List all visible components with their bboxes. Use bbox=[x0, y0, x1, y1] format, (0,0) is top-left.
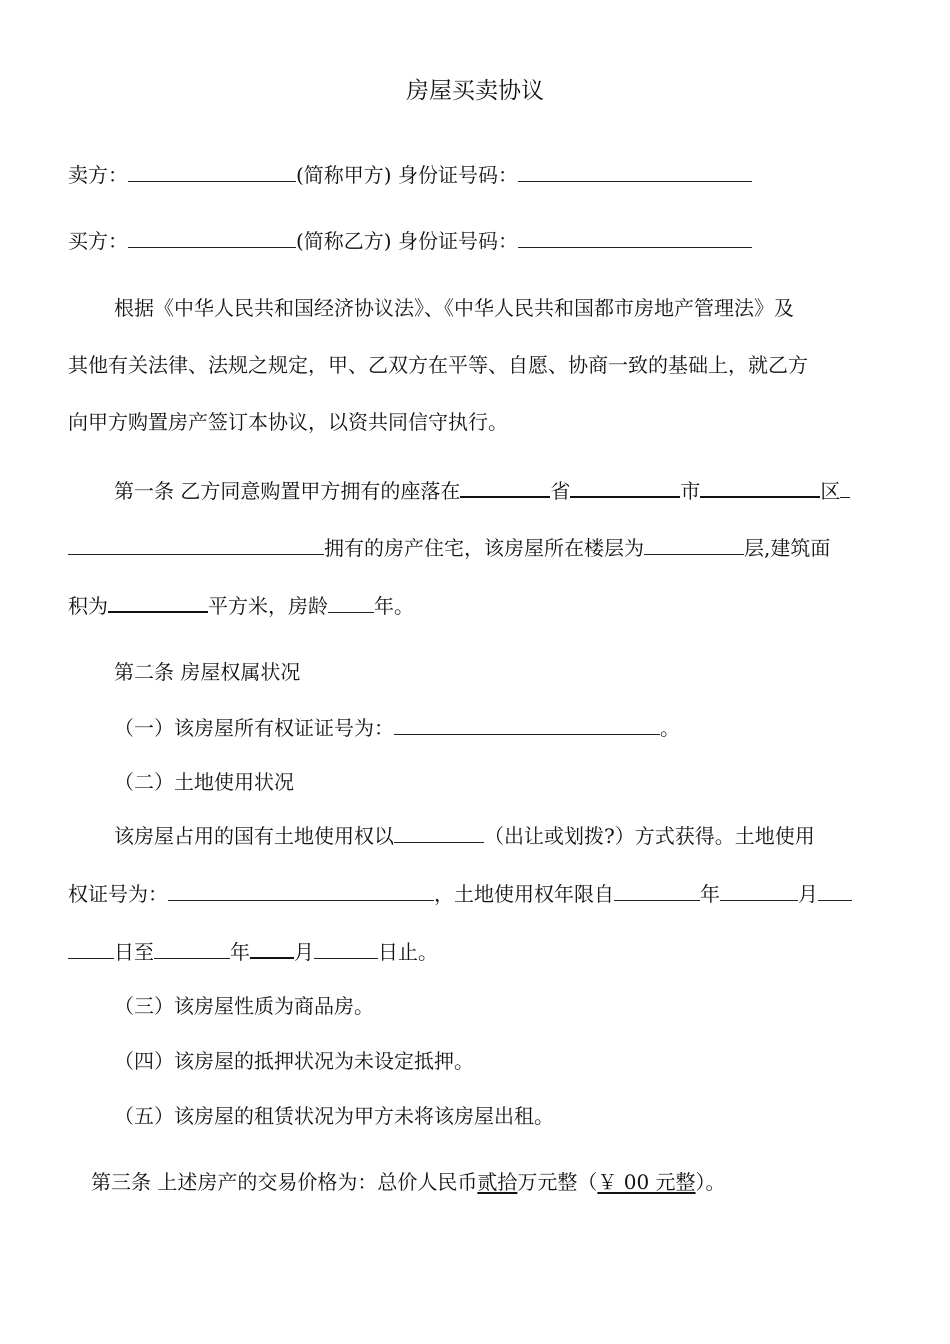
age-year: 年。 bbox=[374, 594, 414, 618]
address-blank bbox=[68, 538, 324, 555]
floor-text: 层,建筑面 bbox=[744, 536, 831, 560]
end-year-label: 年 bbox=[230, 940, 250, 964]
start-month-label: 月 bbox=[798, 882, 818, 906]
area-suffix: 平方米，房龄 bbox=[208, 594, 328, 618]
start-year-label: 年 bbox=[700, 882, 720, 906]
seller-label: 卖方： bbox=[68, 163, 128, 187]
price-unit: 万元整（ bbox=[517, 1170, 598, 1194]
floor-blank bbox=[644, 538, 744, 555]
article2-head: 第二条 房屋权属状况 bbox=[114, 660, 301, 684]
province-blank bbox=[460, 480, 550, 498]
land-line2-prefix: 权证号为： bbox=[68, 882, 168, 906]
article1-line-1 bbox=[114, 478, 850, 504]
day-end-label: 日止。 bbox=[378, 940, 438, 964]
article3-suffix: ）。 bbox=[695, 1170, 726, 1194]
article2-item4: （四）该房屋的抵押状况为未设定抵押。 bbox=[114, 1049, 474, 1073]
price-numeric: ￥ 00 元整 bbox=[597, 1170, 696, 1194]
province-label: 省 bbox=[550, 479, 571, 503]
land-line-1 bbox=[114, 823, 815, 849]
end-day-blank bbox=[314, 942, 378, 959]
land-cert-blank bbox=[168, 884, 434, 901]
buyer-name-blank bbox=[128, 231, 296, 248]
item1-suffix: 。 bbox=[660, 716, 680, 740]
buyer-label: 买方： bbox=[68, 229, 128, 253]
preamble-line-3: 向甲方购置房产签订本协议，以资共同信守执行。 bbox=[68, 410, 508, 434]
area-prefix: 积为 bbox=[68, 594, 108, 618]
article3-line bbox=[91, 1169, 726, 1195]
article2-item3: （三）该房屋性质为商品房。 bbox=[114, 994, 374, 1018]
seller-id-label: 身份证号码： bbox=[397, 163, 518, 187]
start-day-blank-a bbox=[818, 884, 852, 901]
article2-item1 bbox=[114, 715, 680, 741]
cert-number-blank bbox=[394, 718, 660, 735]
article1-line-2 bbox=[68, 535, 830, 561]
land-line-3 bbox=[68, 939, 438, 965]
seller-name-blank bbox=[128, 165, 296, 182]
day-to-label: 日至 bbox=[114, 940, 154, 964]
document-title: 房屋买卖协议 bbox=[406, 78, 544, 104]
article3-prefix: 第三条 上述房产的交易价格为：总价人民币 bbox=[91, 1170, 478, 1194]
district-tail-blank bbox=[840, 481, 850, 498]
owned-text: 拥有的房产住宅，该房屋所在楼层为 bbox=[324, 536, 644, 560]
city-label: 市 bbox=[680, 479, 701, 503]
price-in-words: 贰拾 bbox=[477, 1170, 518, 1194]
land-line2-mid: ，土地使用权年限自 bbox=[434, 882, 614, 906]
buyer-id-blank bbox=[518, 231, 752, 248]
start-year-blank bbox=[614, 884, 700, 901]
age-blank bbox=[328, 596, 374, 613]
buyer-line bbox=[68, 228, 752, 254]
end-year-blank bbox=[154, 942, 230, 959]
article2-item2: （二）土地使用状况 bbox=[114, 770, 294, 794]
land-line1-suffix: （出让或划拨?）方式获得。土地使用 bbox=[484, 824, 815, 848]
preamble-line-1: 根据《中华人民共和国经济协议法》、《中华人民共和国都市房地产管理法》及 bbox=[114, 296, 794, 320]
city-blank bbox=[570, 480, 680, 498]
seller-line bbox=[68, 162, 752, 188]
district-blank bbox=[700, 480, 820, 498]
article2-item5: （五）该房屋的租赁状况为甲方未将该房屋出租。 bbox=[114, 1104, 554, 1128]
end-month-label: 月 bbox=[294, 940, 314, 964]
start-day-blank-b bbox=[68, 942, 114, 959]
start-month-blank bbox=[720, 884, 798, 901]
end-month-blank bbox=[250, 941, 294, 959]
buyer-id-label: 身份证号码： bbox=[397, 229, 518, 253]
area-blank bbox=[108, 595, 208, 613]
article1-line-3 bbox=[68, 593, 414, 619]
land-line1-prefix: 该房屋占用的国有土地使用权以 bbox=[114, 824, 394, 848]
preamble-line-2: 其他有关法律、法规之规定，甲、乙双方在平等、自愿、协商一致的基础上，就乙方 bbox=[68, 353, 808, 377]
land-line-2 bbox=[68, 881, 852, 907]
acquisition-method-blank bbox=[394, 826, 484, 843]
seller-id-blank bbox=[518, 165, 752, 182]
seller-alias: (简称甲方) bbox=[296, 163, 392, 187]
item1-prefix: （一）该房屋所有权证证号为： bbox=[114, 716, 394, 740]
article1-head: 第一条 乙方同意购置甲方拥有的座落在 bbox=[114, 479, 461, 503]
buyer-alias: (简称乙方) bbox=[296, 229, 392, 253]
district-label: 区 bbox=[820, 479, 841, 503]
